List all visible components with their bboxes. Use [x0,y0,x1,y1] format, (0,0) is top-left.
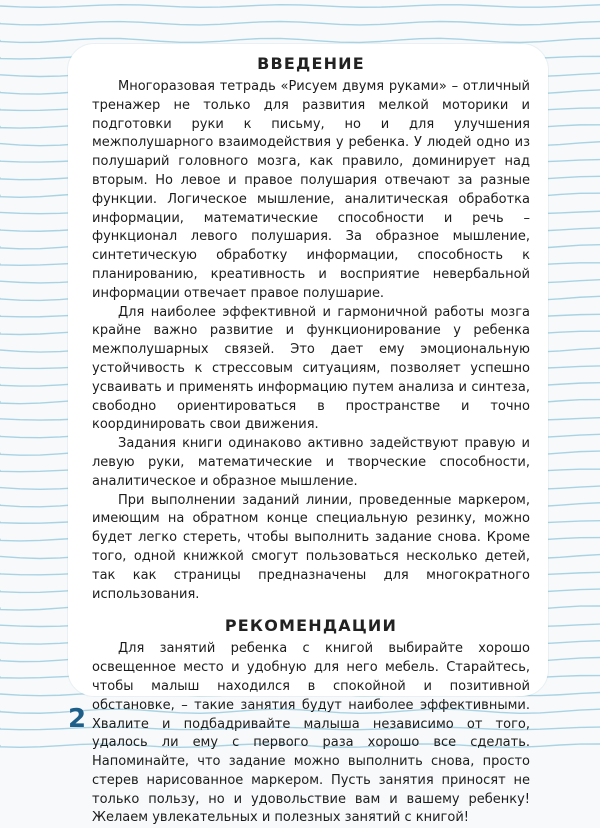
recommendations-paragraph: Для занятий ребенка с книгой выбирайте хорошо освещенное место и удобную для него мебель. Старайтесь, чтобы малыш находился в спокойной и позитивной обстановке, – такие занятия будут наиболее эффективными. Хвалите и подбадривайте малыша независимо от того, удалось ли ему с первого раза хорошо все сделать. Напоминайте, что задание можно выполнить снова, просто стерев нарисованное маркером. Пусть занятия приносят не только пользу, но и удовольствие вам и вашему ребенку! Желаем увлекательных и полезных занятий с книгой! [92,641,530,826]
intro-paragraph: Для наиболее эффективной и гармоничной работы мозга крайне важно развитие и функционирование у ребенка межполушарных связей. Это дает ему эмоциональную устойчивость к стрессовым ситуациям, позволяет успешно усваивать и применять информацию путем анализа и синтеза, свободно ориентироваться в пространстве и точно координировать свои движения. [92,304,530,433]
intro-paragraph: При выполнении заданий линии, проведенные маркером, имеющим на обратном конце специальную резинку, можно будет легко стереть, чтобы выполнить задание снова. Кроме того, одной книжкой смогут пользоваться несколько детей, так как страницы предназначены для многократного использования. [92,492,530,602]
page-content [92,54,530,828]
wavy-line [0,38,600,42]
wavy-line [0,22,600,25]
intro-paragraph: Многоразовая тетрадь «Рисуем двумя руками» – отличный тренажер не только для развития мелкой моторики и подготовки руки к письму, но и для улучшения межполушарного взаимодействия у ребенка. У людей одно из полушарий головного мозга, как правило, доминирует над вторым. Но левое и правое полушария отвечают за разные функции. Логическое мышление, аналитическая обработка информации, математические способности и речь – функционал левого полушария. За образное мышление, синтетическую обработку информации, способность к планированию, креативность и восприятие невербальной информации отвечает правое полушарие. [92,79,530,301]
section-heading-recommendations: РЕКОМЕНДАЦИИ [224,616,398,636]
wavy-line [0,5,600,8]
section-heading-introduction: ВВЕДЕНИЕ [257,54,365,73]
page-number: 2 [68,704,87,734]
intro-paragraph: Задания книги одинаково активно задействуют правую и левую руки, математические и творческие способности, аналитическое и образное мышление. [92,436,530,489]
